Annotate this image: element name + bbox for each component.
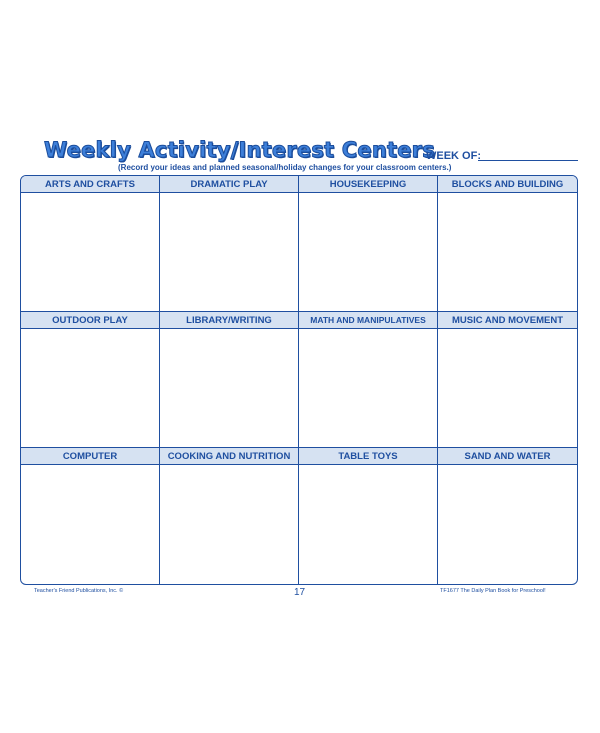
center-header: SAND AND WATER: [438, 448, 577, 465]
center-cell: [21, 448, 160, 584]
center-notes-area[interactable]: [299, 193, 437, 311]
center-notes-area[interactable]: [160, 193, 298, 311]
book-credit: TF1677 The Daily Plan Book for Preschool!: [440, 588, 546, 594]
center-cell: [21, 176, 160, 312]
center-cell: [160, 448, 299, 584]
center-header: OUTDOOR PLAY: [21, 312, 159, 329]
center-header: COOKING AND NUTRITION: [160, 448, 298, 465]
page-number: 17: [294, 587, 306, 598]
center-cell: [21, 312, 160, 448]
center-header: COMPUTER: [21, 448, 159, 465]
center-notes-area[interactable]: [438, 193, 577, 311]
center-cell: [299, 176, 438, 312]
center-notes-area[interactable]: [21, 193, 159, 311]
week-of-label: WEEK OF:: [426, 150, 481, 162]
center-notes-area[interactable]: [160, 465, 298, 584]
center-header: BLOCKS AND BUILDING: [438, 176, 577, 193]
center-notes-area[interactable]: [438, 465, 577, 584]
week-of-field[interactable]: [478, 160, 578, 161]
center-header: TABLE TOYS: [299, 448, 437, 465]
center-header: DRAMATIC PLAY: [160, 176, 298, 193]
instructions-subtitle: (Record your ideas and planned seasonal/holiday changes for your classroom centers.): [118, 163, 452, 172]
center-header: MUSIC AND MOVEMENT: [438, 312, 577, 329]
center-notes-area[interactable]: [21, 465, 159, 584]
page-title: Weekly Activity/Interest Centers: [44, 138, 435, 162]
center-notes-area[interactable]: [299, 329, 437, 447]
center-notes-area[interactable]: [21, 329, 159, 447]
center-header: ARTS AND CRAFTS: [21, 176, 159, 193]
center-cell: [160, 312, 299, 448]
center-cell: [438, 312, 577, 448]
center-cell: [438, 448, 577, 584]
center-notes-area[interactable]: [299, 465, 437, 584]
center-header: MATH AND MANIPULATIVES: [299, 312, 437, 329]
center-notes-area[interactable]: [438, 329, 577, 447]
center-cell: [299, 312, 438, 448]
publisher-credit: Teacher's Friend Publications, Inc. ©: [34, 588, 124, 594]
centers-grid: [20, 175, 578, 585]
center-header: HOUSEKEEPING: [299, 176, 437, 193]
center-cell: [160, 176, 299, 312]
center-cell: [299, 448, 438, 584]
center-notes-area[interactable]: [160, 329, 298, 447]
center-header: LIBRARY/WRITING: [160, 312, 298, 329]
center-cell: [438, 176, 577, 312]
